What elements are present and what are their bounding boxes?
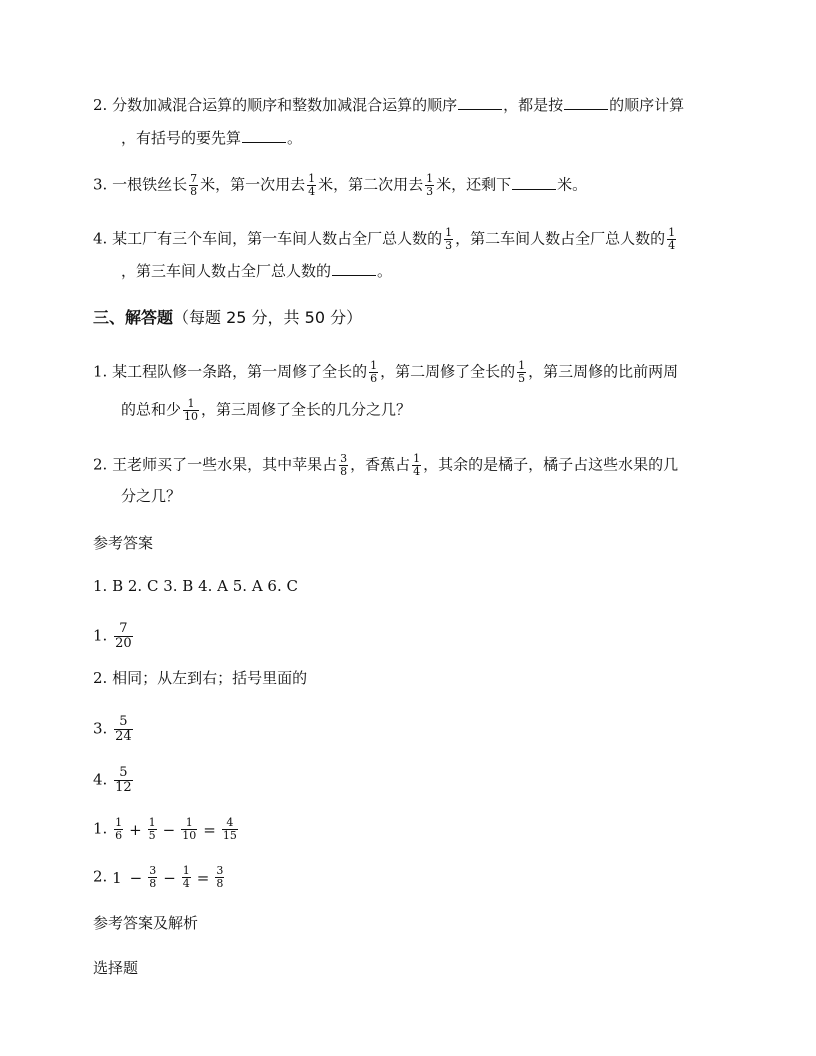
- fill-in-question-2-cont: [121, 128, 302, 148]
- answer-3: [93, 715, 135, 744]
- numerator: 1: [426, 172, 434, 185]
- section-title: 三、解答题: [93, 308, 174, 327]
- choice-section-heading: 选择题: [93, 959, 139, 977]
- fill-in-question-3: [93, 173, 587, 198]
- label: 1.: [93, 819, 108, 838]
- plus-sign: +: [129, 820, 142, 839]
- text: 1. 某工程队修一条路，第一周修了全长的: [93, 362, 368, 381]
- numerator: 1: [148, 816, 156, 829]
- fraction: [148, 865, 157, 890]
- text: ，第三周修的比前两周: [528, 362, 679, 381]
- solution-2: [93, 865, 226, 890]
- denominator: 8: [340, 465, 348, 478]
- fraction: [114, 817, 123, 842]
- text: ，都是按: [503, 96, 564, 114]
- solve-question-1-cont: [121, 398, 411, 423]
- numerator: 4: [226, 816, 234, 829]
- whole-number: 1: [112, 868, 122, 887]
- numerator: 1: [185, 816, 193, 829]
- fraction: [114, 622, 133, 651]
- text: 米，第二次用去: [318, 175, 424, 194]
- answer-blank: [458, 95, 502, 110]
- answer-blank: [512, 175, 556, 190]
- section-heading: [93, 308, 362, 328]
- text: 的顺序计算: [609, 96, 685, 114]
- equals-sign: =: [196, 868, 210, 887]
- denominator: 8: [190, 185, 198, 198]
- text: 2. 分数加减混合运算的顺序和整数加减混合运算的顺序: [93, 96, 458, 114]
- fill-in-question-2: [93, 95, 684, 115]
- answer-4: [93, 766, 135, 795]
- label: 3.: [93, 719, 108, 738]
- section-note: （每题 25 分，共 50 分）: [173, 308, 363, 327]
- fraction: [444, 227, 453, 252]
- analysis-heading: 参考答案及解析: [93, 914, 199, 932]
- answer-2: 2. 相同；从左到右；括号里面的: [93, 669, 308, 687]
- numerator: 1: [187, 397, 195, 410]
- fraction: [215, 865, 224, 890]
- numerator: 7: [190, 172, 198, 185]
- numerator: 1: [115, 816, 123, 829]
- text: ，第二周修了全长的: [380, 362, 516, 381]
- denominator: 10: [184, 410, 199, 423]
- numerator: 5: [119, 714, 128, 729]
- text: ，第二车间人数占全厂总人数的: [455, 229, 666, 248]
- numerator: 1: [308, 172, 316, 185]
- denominator: 8: [149, 877, 157, 890]
- denominator: 4: [182, 877, 190, 890]
- label: 4.: [93, 770, 108, 789]
- text: ，有括号的要先算: [121, 129, 242, 147]
- text: ，第三周修了全长的几分之几？: [201, 400, 412, 419]
- choice-answers: 1. B 2. C 3. B 4. A 5. A 6. C: [93, 577, 298, 595]
- minus-sign: −: [163, 868, 176, 887]
- numerator: 1: [668, 226, 676, 239]
- numerator: 1: [370, 359, 378, 372]
- fraction: [182, 865, 191, 890]
- text: 米，还剩下: [436, 175, 512, 194]
- numerator: 3: [340, 452, 348, 465]
- numerator: 1: [182, 864, 190, 877]
- text: 分之几？: [121, 487, 182, 505]
- label: 2.: [93, 867, 108, 886]
- text: 2. 王老师买了一些水果，其中苹果占: [93, 455, 338, 474]
- fraction: [183, 398, 199, 423]
- text: ，第三车间人数占全厂总人数的: [121, 262, 332, 280]
- denominator: 3: [445, 239, 453, 252]
- fraction: [369, 360, 378, 385]
- solution-1: [93, 817, 240, 842]
- fraction: [425, 173, 434, 198]
- denominator: 3: [426, 185, 434, 198]
- text: ，香蕉占: [350, 455, 411, 474]
- fraction: [667, 227, 676, 252]
- denominator: 6: [115, 829, 123, 842]
- answer-blank: [332, 261, 376, 276]
- numerator: 3: [149, 864, 157, 877]
- numerator: 1: [413, 452, 421, 465]
- text: 的总和少: [121, 400, 182, 419]
- numerator: 1: [445, 226, 453, 239]
- equals-sign: =: [203, 820, 216, 839]
- fraction: [114, 766, 133, 795]
- solve-question-2-cont: [121, 486, 181, 506]
- answer-blank: [564, 95, 608, 110]
- fraction: [412, 453, 421, 478]
- solve-question-2: [93, 453, 678, 478]
- denominator: 10: [182, 829, 197, 842]
- text: 4. 某工厂有三个车间，第一车间人数占全厂总人数的: [93, 229, 443, 248]
- minus-sign: −: [129, 868, 143, 887]
- solve-question-1: [93, 360, 678, 385]
- fraction: [181, 817, 197, 842]
- fraction: [114, 715, 133, 744]
- fraction: [517, 360, 526, 385]
- fraction: [339, 453, 348, 478]
- fill-in-question-4: [93, 227, 678, 252]
- denominator: 20: [115, 636, 132, 651]
- denominator: 15: [222, 829, 237, 842]
- text: 米，第一次用去: [200, 175, 306, 194]
- denominator: 4: [668, 239, 676, 252]
- fraction: [222, 817, 238, 842]
- label: 1.: [93, 626, 108, 645]
- text: 米。: [557, 175, 588, 194]
- fraction: [307, 173, 316, 198]
- numerator: 3: [216, 864, 224, 877]
- text: 。: [377, 262, 393, 280]
- denominator: 6: [370, 372, 378, 385]
- denominator: 5: [148, 829, 156, 842]
- fill-in-question-4-cont: [121, 261, 392, 281]
- text: 。: [287, 129, 303, 147]
- denominator: 12: [115, 780, 132, 795]
- denominator: 4: [308, 185, 316, 198]
- minus-sign: −: [162, 820, 176, 839]
- denominator: 8: [216, 877, 224, 890]
- numerator: 1: [518, 359, 526, 372]
- numerator: 7: [119, 621, 128, 636]
- text: 3. 一根铁丝长: [93, 175, 188, 194]
- answer-1: [93, 622, 135, 651]
- numerator: 5: [119, 765, 128, 780]
- denominator: 24: [115, 729, 132, 744]
- text: ，其余的是橘子，橘子占这些水果的几: [423, 455, 679, 474]
- fraction: [189, 173, 198, 198]
- denominator: 5: [518, 372, 526, 385]
- denominator: 4: [413, 465, 421, 478]
- answer-blank: [242, 128, 286, 143]
- fraction: [148, 817, 157, 842]
- answers-heading: 参考答案: [93, 534, 154, 552]
